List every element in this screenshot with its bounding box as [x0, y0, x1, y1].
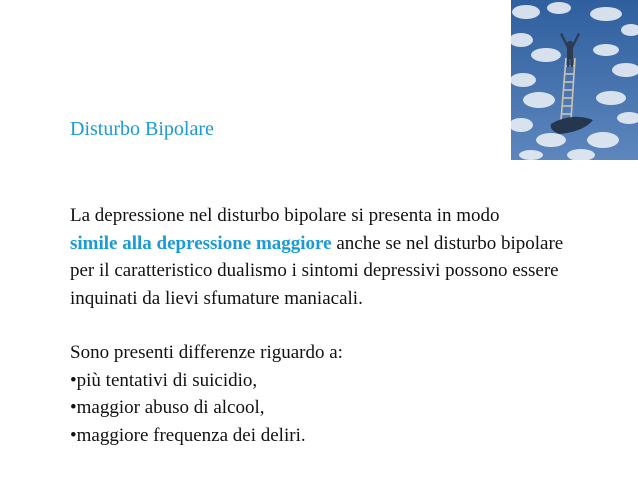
- slide-body: [70, 202, 590, 449]
- bullet-item: •più tentativi di suicidio,: [70, 369, 258, 391]
- highlighted-phrase: simile alla depressione maggiore: [70, 232, 332, 254]
- sky-ladder-illustration: [511, 0, 638, 160]
- paragraph-text-part2: anche se nel disturbo bipolare per il caratteristico dualismo i sintomi depressivi possono essere inquinati da lievi sfumature maniacali.: [70, 232, 564, 309]
- slide-title: Disturbo Bipolare: [70, 118, 214, 140]
- paragraph-text-part1: La depressione nel disturbo bipolare si presenta in modo: [70, 205, 500, 226]
- spacer: [70, 312, 590, 339]
- description-paragraph: [70, 202, 590, 312]
- sky-ladder-figure-icon: [511, 0, 638, 160]
- bullet-item: •maggiore frequenza dei deliri.: [70, 424, 306, 446]
- differences-intro: Sono presenti differenze riguardo a:: [70, 342, 343, 363]
- bullet-item: •maggior abuso di alcool,: [70, 397, 265, 418]
